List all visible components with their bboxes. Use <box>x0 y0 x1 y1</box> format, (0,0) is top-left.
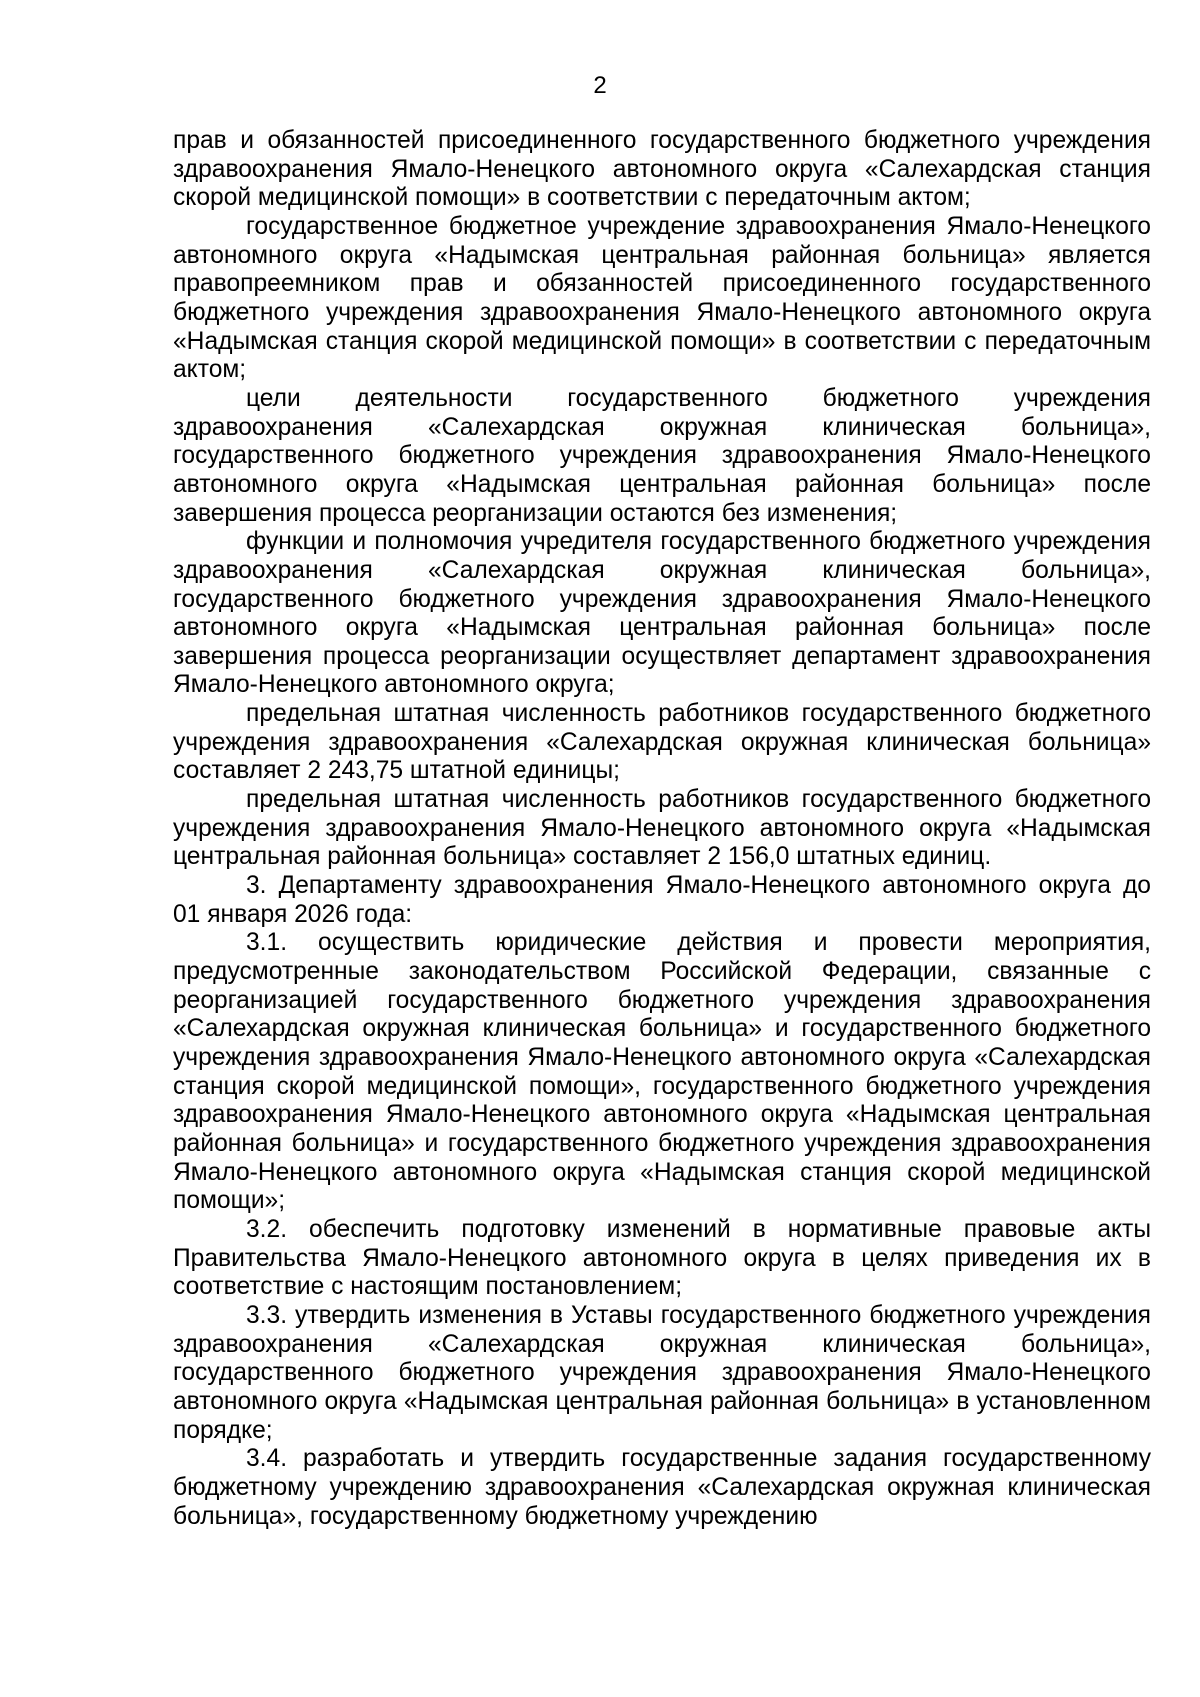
document-body <box>173 127 1151 1531</box>
page-number: 2 <box>593 72 607 99</box>
paragraph-item-3: 3. Департаменту здравоохранения Ямало-Ненецкого автономного округа до 01 января 2026 года: <box>173 872 1151 928</box>
paragraph-nadym-crb-successor: государственное бюджетное учреждение здравоохранения Ямало-Ненецкого автономного округа «Надымская центральная районная больница» является правопреемником прав и обязанностей присоединенного государственного бюджетного учреждения здравоохранения Ямало-Ненецкого автономного округа «Надымская станция скорой медицинской помощи» в соответствии с передаточным актом; <box>173 212 1151 384</box>
paragraph-item-3-4: 3.4. разработать и утвердить государственные задания государственному бюджетному учреждению здравоохранения «Салехардская окружная клиническая больница», государственному бюджетному учреждению <box>173 1445 1151 1530</box>
paragraph-continuation: прав и обязанностей присоединенного государственного бюджетного учреждения здравоохранения Ямало-Ненецкого автономного округа «Салехардская станция скорой медицинской помощи» в соответствии с передаточным актом; <box>173 127 1151 212</box>
paragraph-item-3-1: 3.1. осуществить юридические действия и провести мероприятия, предусмотренные законодательством Российской Федерации, связанные с реорганизацией государственного бюджетного учреждения здравоохранения «Салехардская окружная клиническая больница» и государственного бюджетного учреждения здравоохранения Ямало-Ненецкого автономного округа «Салехардская станция скорой медицинской помощи», государственного бюджетного учреждения здравоохранения Ямало-Ненецкого автономного округа «Надымская центральная районная больница» и государственного бюджетного учреждения здравоохранения Ямало-Ненецкого автономного округа «Надымская станция скорой медицинской помощи»; <box>173 929 1151 1215</box>
paragraph-staff-limit-nadym: предельная штатная численность работников государственного бюджетного учреждения здравоохранения Ямало-Ненецкого автономного округа «Надымская центральная районная больница» составляет 2 156,0 штатных единиц. <box>173 786 1151 871</box>
paragraph-item-3-3: 3.3. утвердить изменения в Уставы государственного бюджетного учреждения здравоохранения «Салехардская окружная клиническая больница», государственного бюджетного учреждения здравоохранения Ямало-Ненецкого автономного округа «Надымская центральная районная больница» в установленном порядке; <box>173 1301 1151 1444</box>
paragraph-staff-limit-salekhard: предельная штатная численность работников государственного бюджетного учреждения здравоохранения «Салехардская окружная клиническая больница» составляет 2 243,75 штатной единицы; <box>173 700 1151 785</box>
paragraph-activity-goals: цели деятельности государственного бюджетного учреждения здравоохранения «Салехардская окружная клиническая больница», государственного бюджетного учреждения здравоохранения Ямало-Ненецкого автономного округа «Надымская центральная районная больница» после завершения процесса реорганизации остаются без изменения; <box>173 384 1151 527</box>
paragraph-item-3-2: 3.2. обеспечить подготовку изменений в нормативные правовые акты Правительства Ямало-Ненецкого автономного округа в целях приведения их в соответствие с настоящим постановлением; <box>173 1215 1151 1301</box>
paragraph-founder-functions: функции и полномочия учредителя государственного бюджетного учреждения здравоохранения «Салехардская окружная клиническая больница», государственного бюджетного учреждения здравоохранения Ямало-Ненецкого автономного округа «Надымская центральная районная больница» после завершения процесса реорганизации осуществляет департамент здравоохранения Ямало-Ненецкого автономного округа; <box>173 528 1151 699</box>
